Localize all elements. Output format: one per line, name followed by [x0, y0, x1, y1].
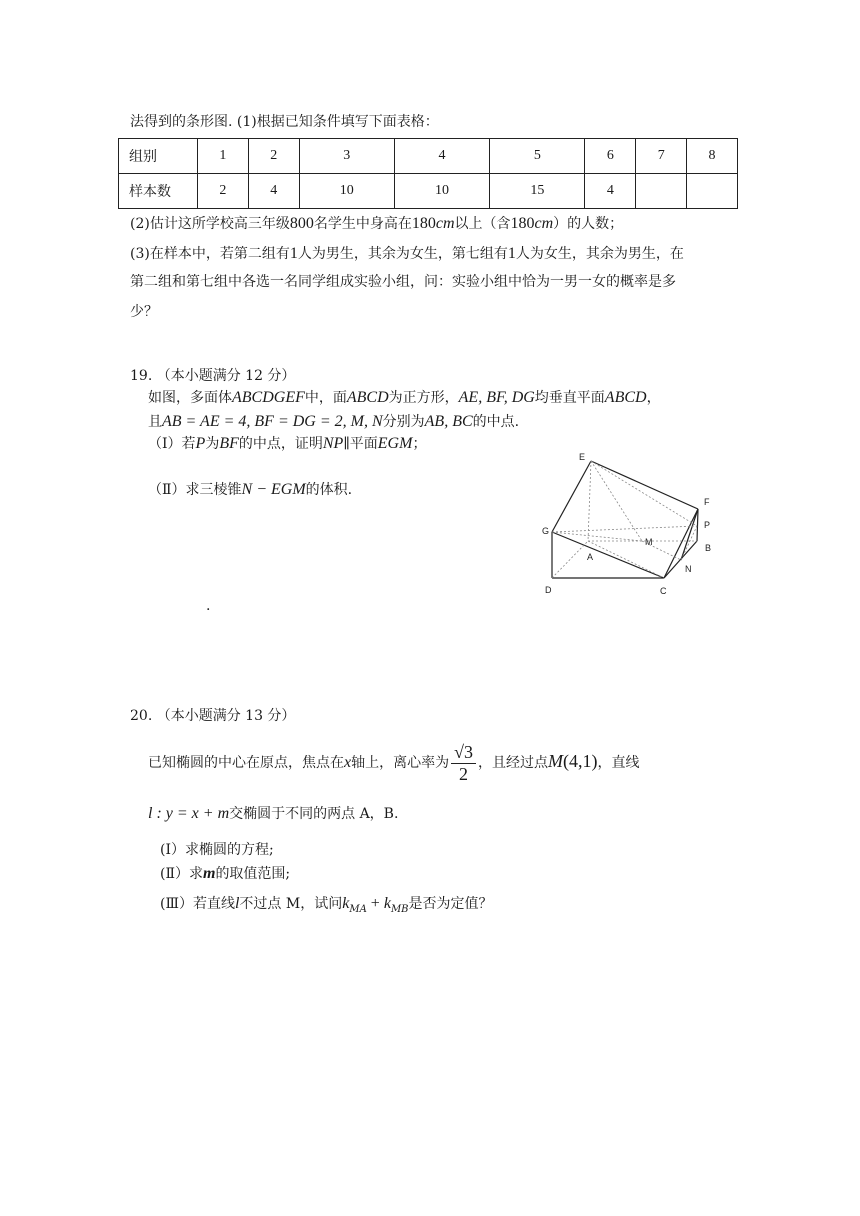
sample-table: [118, 138, 738, 209]
label-M: M: [645, 537, 653, 547]
table-cell: 6: [585, 139, 636, 174]
q18-part3-line2: 第二组和第七组中各选一名同学组成实验小组，问：实验小组中恰为一男一女的概率是多: [130, 274, 676, 290]
q20-line2: l : y = x + m交椭圆于不同的两点 A，B.: [148, 805, 399, 822]
label-N: N: [685, 564, 692, 574]
label-P: P: [704, 520, 711, 530]
q19-part1: （Ⅰ）若P为BF的中点，证明NP∥平面EGM；: [148, 435, 427, 452]
q20-part3: (Ⅲ）若直线l不过点 M，试问$k_{MA} + k_{MB}$是否为定值？: [160, 895, 493, 915]
polyhedron-figure: [530, 450, 730, 600]
table-cell: 4: [248, 174, 299, 209]
q18-part3-line3: 少？: [130, 304, 158, 320]
label-D: D: [545, 585, 552, 595]
q20-part1: (Ⅰ）求椭圆的方程;: [160, 842, 274, 858]
label-G: G: [542, 526, 550, 536]
stray-dot: .: [206, 598, 211, 614]
table-cell: 8: [687, 139, 738, 174]
q20-line1: 已知椭圆的中心在原点，焦点在x轴上，离心率为 $\frac{√3}{2}$ ，且经过点M(4,1)，直线: [148, 742, 640, 784]
table-cell: 4: [394, 139, 489, 174]
label-A: A: [587, 552, 594, 562]
table-row-groups: [119, 139, 738, 174]
table-cell: 10: [394, 174, 489, 209]
table-header-sample: 样本数: [119, 174, 198, 209]
table-cell: 7: [636, 139, 687, 174]
table-cell: 5: [490, 139, 585, 174]
eccentricity-fraction: $\frac{√3}{2}$: [451, 742, 476, 784]
q20-header: 20. （本小题满分 13 分）: [130, 708, 296, 724]
q19-line1: 如图，多面体ABCDGEF中，面ABCD为正方形，AE, BF, DG均垂直平面ABCD，: [148, 389, 661, 406]
intro-text: 法得到的条形图. (1)根据已知条件填写下面表格：: [130, 114, 439, 130]
q18-part2: (2)估计这所学校高三年级800名学生中身高在180cm以上（含180cm）的人数；: [130, 215, 624, 232]
q20-part2: (Ⅱ）求m的取值范围;: [160, 865, 291, 882]
table-cell: 4: [585, 174, 636, 209]
table-row-samples: [119, 174, 738, 209]
table-cell: 10: [299, 174, 394, 209]
table-cell-empty: [687, 174, 738, 209]
table-header-group: 组别: [119, 139, 198, 174]
label-E: E: [579, 452, 586, 462]
q19-part2: （Ⅱ）求三棱锥N − EGM的体积.: [148, 481, 353, 498]
table-cell: 1: [198, 139, 249, 174]
label-F: F: [704, 497, 710, 507]
q18-part3-line1: (3)在样本中，若第二组有1人为男生，其余为女生，第七组有1人为女生，其余为男生，在: [130, 245, 684, 262]
q19-header: 19. （本小题满分 12 分）: [130, 368, 296, 384]
table-cell-empty: [636, 174, 687, 209]
label-C: C: [660, 586, 667, 596]
table-cell: 2: [248, 139, 299, 174]
label-B: B: [705, 543, 712, 553]
q19-line2: 且AB = AE = 4, BF = DG = 2, M, N分别为AB, BC的中点.: [148, 413, 520, 430]
table-cell: 3: [299, 139, 394, 174]
table-cell: 2: [198, 174, 249, 209]
table-cell: 15: [490, 174, 585, 209]
